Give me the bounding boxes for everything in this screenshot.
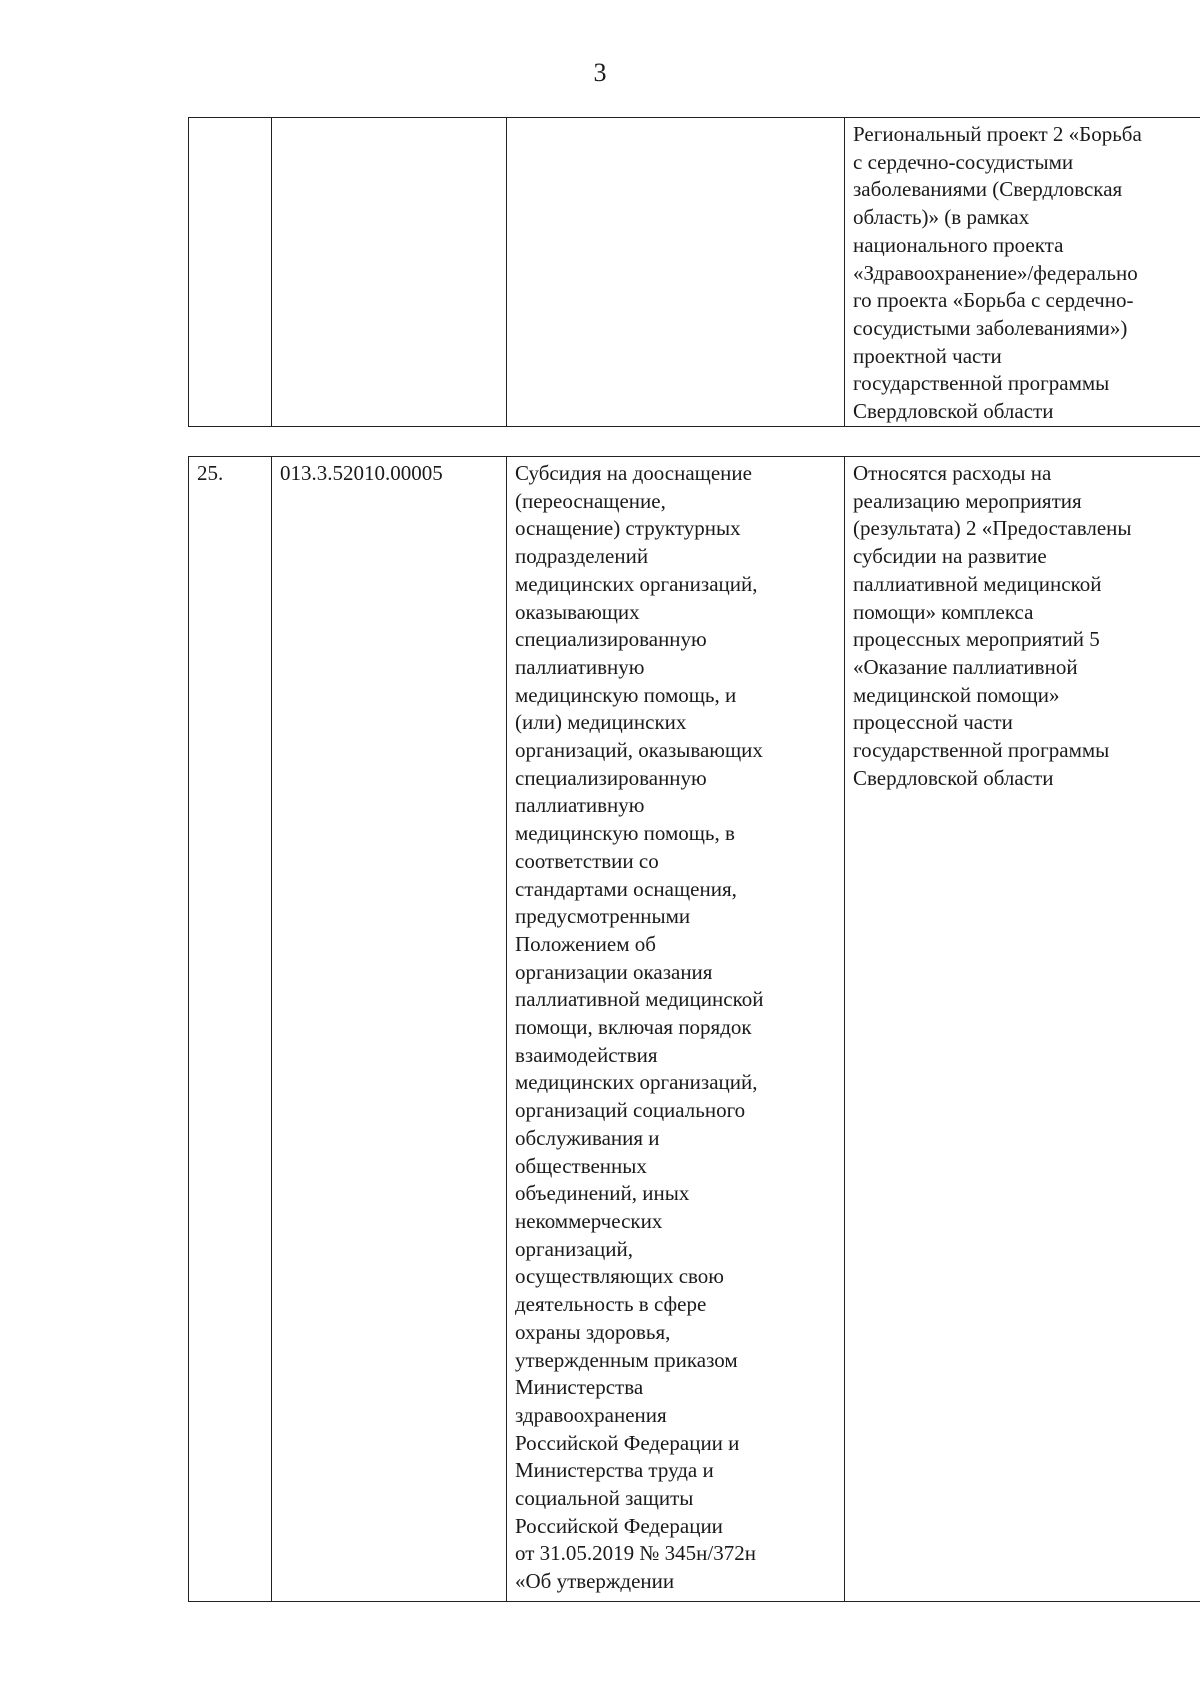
row-number-cell: 25. <box>189 457 272 1602</box>
name-cell <box>507 118 845 427</box>
code-cell <box>272 118 507 427</box>
table-continuation <box>188 117 1200 427</box>
table-row <box>189 457 1200 1602</box>
row-number-cell <box>189 118 272 427</box>
name-cell: Субсидия на дооснащение (переоснащение, оснащение) структурных подразделений медицинских организаций, оказывающих специализированную паллиативную медицинскую помощь, и (или) медицинских организаций, оказывающих специализированную паллиативную медицинскую помощь, в соответствии со стандартами оснащения, предусмотренными Положением об организации оказания паллиативной медицинской помощи, включая порядок взаимодействия медицинских организаций, организаций социального обслуживания и общественных объединений, иных некоммерческих организаций, осуществляющих свою деятельность в сфере охраны здоровья, утвержденным приказом Министерства здравоохранения Российской Федерации и Министерства труда и социальной защиты Российской Федерации от 31.05.2019 № 345н/372н «Об утверждении <box>507 457 845 1602</box>
table-row <box>189 118 1200 427</box>
page-number: 3 <box>593 58 607 87</box>
note-cell: Региональный проект 2 «Борьба с сердечно-сосудистыми заболеваниями (Свердловская область)» (в рамках национального проекта «Здравоохранение»/федерально го проекта «Борьба с сердечно- сосудистыми заболеваниями») проектной части государственной программы Свердловской области <box>845 118 1200 427</box>
note-cell: Относятся расходы на реализацию мероприятия (результата) 2 «Предоставлены субсидии на развитие паллиативной медицинской помощи» комплекса процессных мероприятий 5 «Оказание паллиативной медицинской помощи» процессной части государственной программы Свердловской области <box>845 457 1200 1602</box>
table-row-25 <box>188 456 1200 1602</box>
code-cell: 013.3.52010.00005 <box>272 457 507 1602</box>
